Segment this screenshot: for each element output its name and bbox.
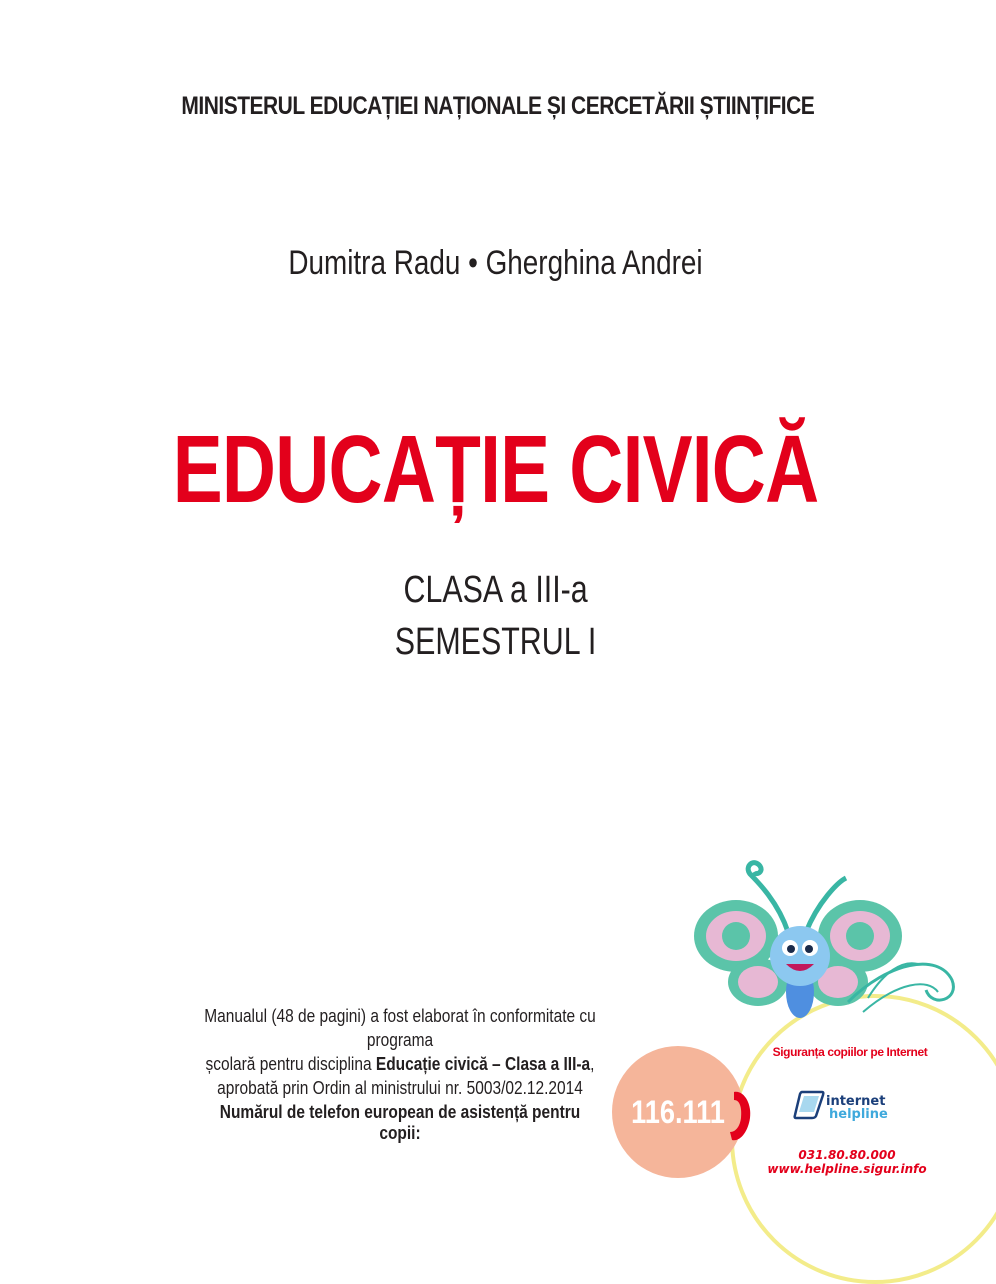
internet-safety-text: Siguranța copiilor pe Internet	[772, 1045, 928, 1059]
approval-line-2-suffix: ,	[590, 1054, 595, 1074]
butterfly-mascot-icon	[688, 852, 958, 1032]
book-title: EDUCAȚIE CIVICĂ	[172, 416, 819, 523]
phone-handset-icon	[726, 1088, 754, 1144]
approval-note	[185, 1004, 615, 1100]
helpline-website: www.helpline.sigur.info	[767, 1162, 927, 1176]
helpline-ring	[730, 994, 996, 1284]
approval-line-1: Manualul (48 de pagini) a fost elaborat în conformitate cu programa	[204, 1006, 596, 1050]
approval-line-2	[185, 1052, 615, 1076]
semester-label: SEMESTRUL I	[394, 621, 597, 663]
grade-label: CLASA a III-a	[403, 569, 588, 611]
approval-line-2-prefix: școlară pentru disciplina	[205, 1054, 376, 1074]
phone-number: 116.111	[631, 1094, 725, 1130]
grade-block	[97, 564, 894, 668]
helpline-logo-text	[826, 1095, 888, 1121]
authors: Dumitra Radu • Gherghina Andrei	[288, 244, 703, 282]
discipline-name: Educație civică – Clasa a III-a	[375, 1054, 591, 1074]
approval-line-3: aprobată prin Ordin al ministrului nr. 5003/02.12.2014	[217, 1078, 583, 1098]
logo-line-helpline: helpline	[829, 1107, 888, 1122]
phone-label: Numărul de telefon european de asistență pentru copii:	[219, 1102, 581, 1143]
helpline-tablet-icon	[792, 1090, 826, 1120]
logo-line-internet: internet	[826, 1094, 886, 1109]
ministry-header: MINISTERUL EDUCAȚIEI NAȚIONALE ȘI CERCETĂRII ȘTIINȚIFICE	[181, 92, 815, 120]
helpline-phone: 031.80.80.000	[798, 1148, 896, 1162]
helpline-contact	[742, 1148, 952, 1176]
